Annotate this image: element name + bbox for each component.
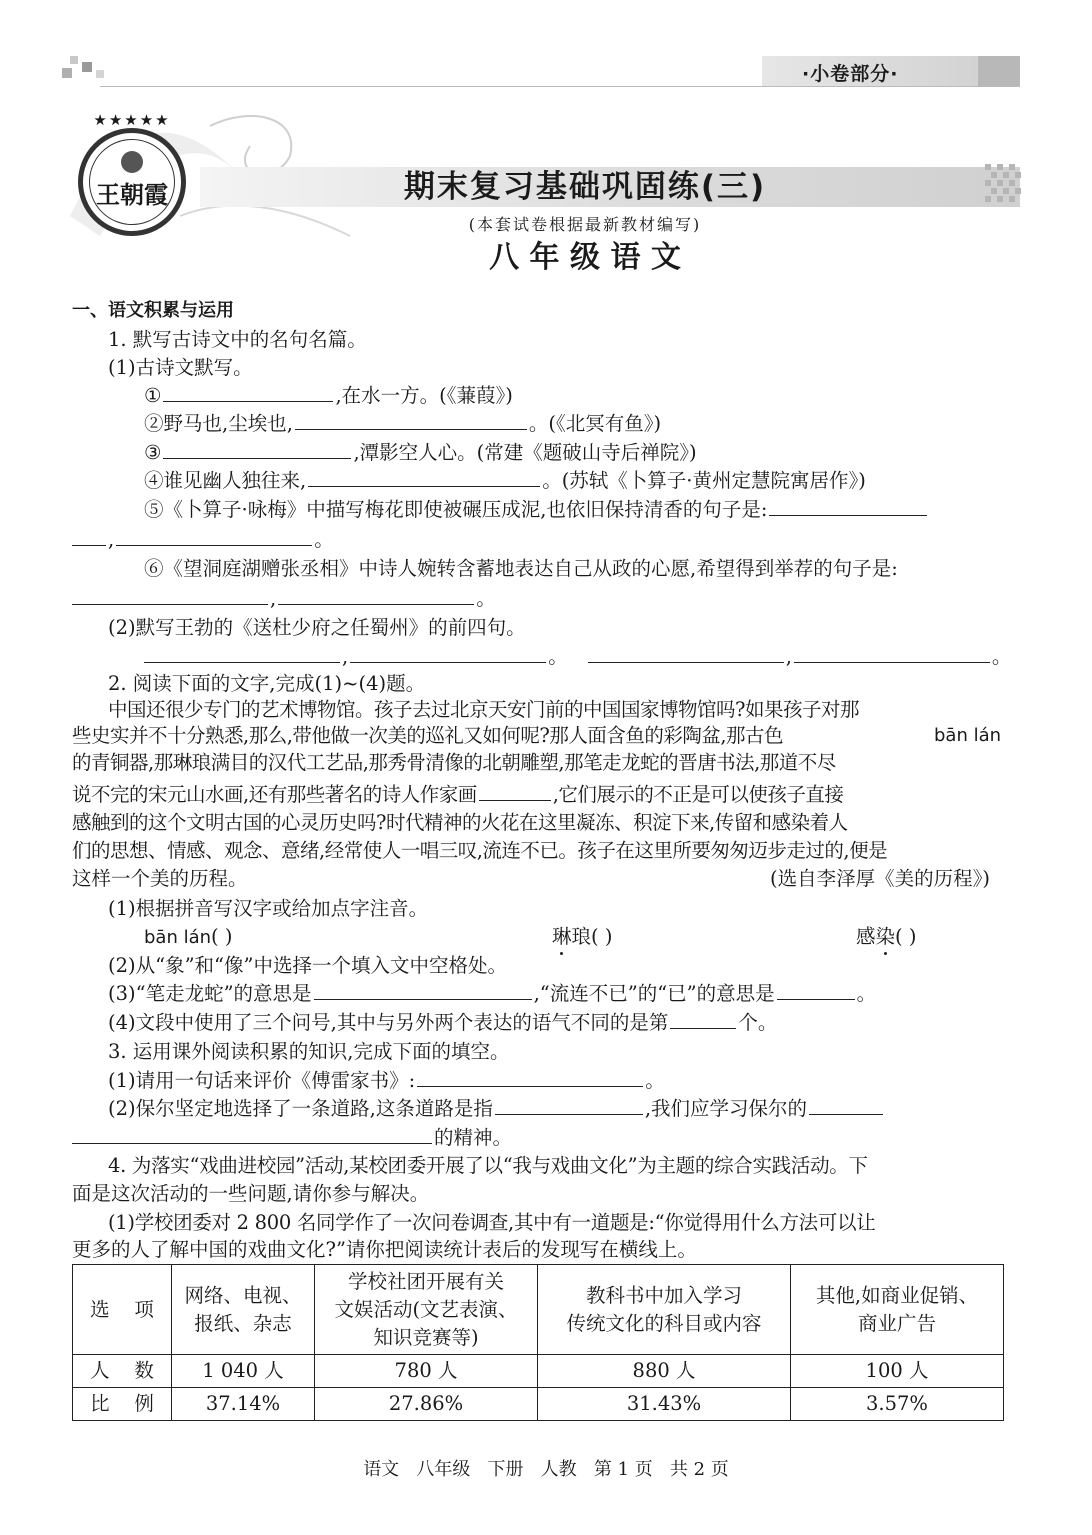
- table-row: [73, 1388, 1004, 1421]
- table-row: [73, 1355, 1004, 1388]
- q4-line: (1)学校团委对 2 800 名同学作了一次问卷调查,其中有一道题是:“你觉得用什么方法可以让: [108, 1211, 876, 1234]
- q2-sub2: (2)从“象”和“像”中选择一个填入文中空格处。: [108, 954, 507, 977]
- answer-blank[interactable]: [794, 644, 990, 663]
- q2-sub4: (4)文段中使用了三个问号,其中与另外两个表达的语气不同的是第 个。: [108, 1011, 778, 1034]
- q4-line: 面是这次活动的一些问题,请你参与解决。: [72, 1182, 430, 1205]
- table-header-cell: 其他,如商业促销、 商业广告: [791, 1265, 1004, 1355]
- table-cell: 780 人: [315, 1355, 538, 1388]
- answer-blank[interactable]: [72, 586, 268, 605]
- survey-table: [72, 1264, 1004, 1421]
- table-header-label: 选 项: [73, 1265, 172, 1355]
- q2-para-line: 的青铜器,那琳琅满目的汉代工艺品,那秀骨清像的北朝雕塑,那笔走龙蛇的晋唐书法,那道不尽: [72, 751, 836, 774]
- table-header-cell: 学校社团开展有关 文娱活动(文艺表演、 知识竞赛等): [315, 1265, 538, 1355]
- corner-decoration: [60, 56, 110, 86]
- q1-item1: ① ,在水一方。(《蒹葭》): [144, 384, 513, 407]
- page-subtitle: (本套试卷根据最新教材编写): [468, 215, 702, 234]
- q1-item4: ④谁见幽人独往来, 。(苏轼《卜算子·黄州定慧院寓居作》): [144, 469, 866, 492]
- q1-part2-label: (2)默写王勃的《送杜少府之任蜀州》的前四句。: [108, 616, 526, 639]
- table-header-cell: 教科书中加入学习 传统文化的科目或内容: [538, 1265, 791, 1355]
- header-rule: [100, 86, 1020, 87]
- q2-text: 2. 阅读下面的文字,完成(1)~(4)题。: [108, 672, 426, 695]
- q1-part1-label: (1)古诗文默写。: [108, 356, 253, 379]
- answer-blank[interactable]: [116, 527, 312, 546]
- q2-sub3: (3)“笔走龙蛇”的意思是 ,“流连不已”的“已”的意思是 。: [108, 982, 877, 1005]
- table-header-row: [73, 1265, 1004, 1355]
- q1-part2-blanks: , 。 , 。: [144, 644, 1011, 670]
- table-cell: 100 人: [791, 1355, 1004, 1388]
- answer-blank[interactable]: [163, 383, 333, 402]
- table-cell: 37.14%: [172, 1388, 315, 1421]
- q2-para-line: 感触到的这个文明古国的心灵历史吗?时代精神的火花在这里凝冻、积淀下来,传留和感染着人: [72, 811, 848, 834]
- section-heading: 一、语文积累与运用: [72, 300, 234, 321]
- table-header-cell: 网络、电视、 报纸、杂志: [172, 1265, 315, 1355]
- answer-blank[interactable]: [417, 1068, 643, 1087]
- answer-blank[interactable]: [278, 586, 474, 605]
- q2-sub1: (1)根据拼音写汉字或给加点字注音。: [108, 897, 429, 920]
- portrait-icon: [121, 151, 143, 173]
- q2-para-line: 些史实并不十分熟悉,那么,带他做一次美的巡礼又如何呢?那人面含鱼的彩陶盆,那古色: [72, 724, 784, 747]
- answer-blank[interactable]: [163, 440, 351, 459]
- answer-blank[interactable]: [479, 782, 551, 801]
- page-footer: 语文 八年级 下册 人教 第 1 页 共 2 页: [363, 1459, 729, 1480]
- answer-blank[interactable]: [350, 644, 546, 663]
- answer-blank[interactable]: [308, 468, 540, 487]
- subject-title: 八 年 级 语 文: [489, 240, 681, 275]
- answer-blank[interactable]: [144, 644, 340, 663]
- q3-text: 3. 运用课外阅读积累的知识,完成下面的填空。: [108, 1040, 510, 1063]
- table-row-label: 比 例: [73, 1388, 172, 1421]
- q3-sub2: (2)保尔坚定地选择了一条道路,这条道路是指 ,我们应学习保尔的: [108, 1096, 885, 1122]
- q1-item5: ⑤《卜算子·咏梅》中描写梅花即使被碾压成泥,也依旧保持清香的句子是:: [144, 497, 929, 523]
- answer-blank[interactable]: [72, 1125, 432, 1144]
- q2-para-line: 们的思想、情感、观念、意绪,经常使人一唱三叹,流连不已。孩子在这里所要匆匆迈步走过的,便是: [72, 839, 888, 862]
- table-cell: 1 040 人: [172, 1355, 315, 1388]
- answer-blank[interactable]: [314, 981, 532, 1000]
- q4-line: 更多的人了解中国的戏曲文化?”请你把阅读统计表后的发现写在横线上。: [72, 1238, 697, 1261]
- answer-blank[interactable]: [777, 981, 855, 1000]
- q2-para-line: 中国还很少专门的艺术博物馆。孩子去过北京天安门前的中国国家博物馆吗?如果孩子对那: [108, 698, 859, 721]
- answer-blank[interactable]: [809, 1096, 883, 1115]
- q2-para-line: 说不完的宋元山水画,还有那些著名的诗人作家画 ,它们展示的不正是可以使孩子直接: [72, 783, 844, 806]
- q2-sub1-answers: bān lán( ) 琳琅( ) 感染( ): [144, 925, 917, 948]
- table-row-label: 人 数: [73, 1355, 172, 1388]
- answer-blank[interactable]: [670, 1010, 736, 1029]
- q1-text: 1. 默写古诗文中的名句名篇。: [108, 328, 367, 351]
- page-title: 期末复习基础巩固练(三): [403, 169, 767, 205]
- q2-source: (选自李泽厚《美的历程》): [770, 867, 990, 890]
- q1-item3: ③ ,潭影空人心。(常建《题破山寺后禅院》): [144, 441, 697, 464]
- answer-blank[interactable]: [588, 644, 784, 663]
- logo-text: 王朝霞: [96, 180, 168, 209]
- table-cell: 880 人: [538, 1355, 791, 1388]
- star-icon: ★★★★★: [93, 111, 171, 129]
- answer-blank[interactable]: [295, 411, 527, 430]
- answer-blank[interactable]: [72, 527, 106, 546]
- section-tab-label: ·小卷部分·: [802, 63, 899, 85]
- table-cell: 27.86%: [315, 1388, 538, 1421]
- q1-item6: ⑥《望洞庭湖赠张丞相》中诗人婉转含蓄地表达自己从政的心愿,希望得到举荐的句子是:: [144, 557, 898, 580]
- q1-item2: ②野马也,尘埃也, 。(《北冥有鱼》): [144, 412, 662, 435]
- q1-item6-cont: , 。: [72, 586, 496, 612]
- answer-blank[interactable]: [495, 1096, 643, 1115]
- table-cell: 3.57%: [791, 1388, 1004, 1421]
- q3-sub1: (1)请用一句话来评价《傅雷家书》: 。: [108, 1069, 665, 1092]
- brand-logo: [78, 111, 186, 236]
- q2-para-line: 这样一个美的历程。: [72, 867, 248, 890]
- title-band-pattern: [985, 164, 1025, 210]
- q2-pinyin-note: bān lán: [934, 725, 1002, 746]
- answer-blank[interactable]: [769, 497, 927, 516]
- q4-line: 4. 为落实“戏曲进校园”活动,某校团委开展了以“我与戏曲文化”为主题的综合实践活动。下: [108, 1154, 868, 1177]
- table-cell: 31.43%: [538, 1388, 791, 1421]
- q3-sub2-cont: 的精神。: [72, 1125, 512, 1151]
- section-tab: [762, 56, 1020, 86]
- q1-item5-cont: , 。: [72, 527, 334, 553]
